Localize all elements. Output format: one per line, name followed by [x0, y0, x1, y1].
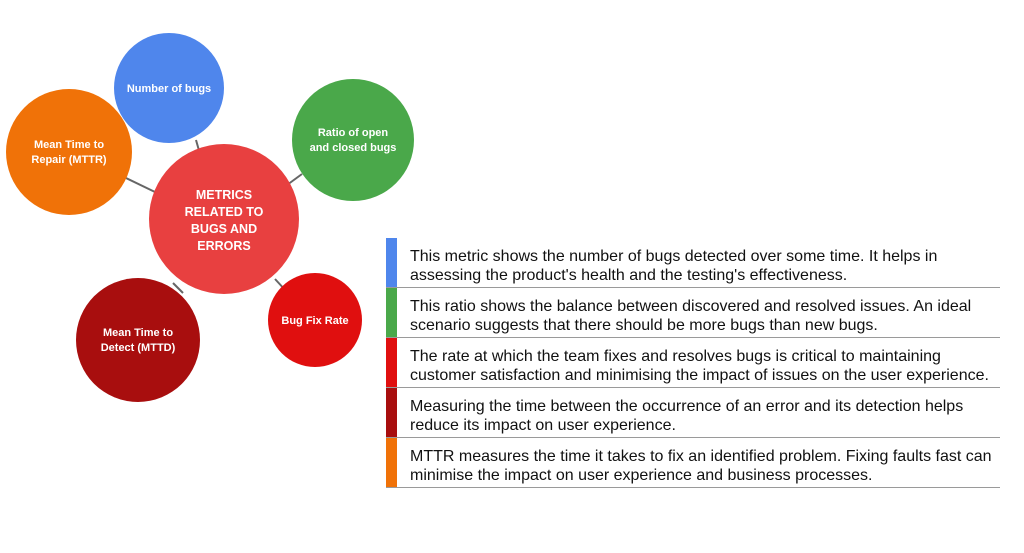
node-mttd-label-line2: Detect (MTTD) [100, 342, 176, 354]
metric-descriptions-table [386, 238, 1000, 488]
center-node-label-line2: RELATED TO [184, 205, 264, 219]
node-ratio-open-closed-label-line1: Ratio of open [317, 127, 389, 139]
center-node [149, 144, 299, 294]
node-mttr-label-line1: Mean Time to [33, 139, 105, 151]
description-row-number-of-bugs [386, 238, 1000, 288]
connector-mttr [126, 178, 155, 192]
node-ratio-open-closed-label-line2: and closed bugs [309, 142, 397, 154]
node-number-of-bugs [114, 33, 224, 143]
description-row-bug-fix-rate [386, 338, 1000, 388]
color-bar-green [386, 288, 397, 337]
node-bug-fix-rate-label: Bug Fix Rate [281, 315, 349, 327]
node-mttd [76, 278, 200, 402]
node-ratio-open-closed [292, 79, 414, 201]
description-text: The rate at which the team fixes and resolves bugs is critical to maintaining customer satisfaction and minimising the impact of issues on the user experience. [410, 348, 989, 384]
color-bar-dark-red [386, 388, 397, 437]
description-text: This ratio shows the balance between discovered and resolved issues. An ideal scenario suggests that there should be more bugs than new bugs. [410, 298, 972, 334]
description-row-mttr [386, 438, 1000, 488]
node-bug-fix-rate [268, 273, 362, 367]
description-row-ratio-open-closed [386, 288, 1000, 338]
description-text: Measuring the time between the occurrence of an error and its detection helps reduce its impact on user experience. [410, 398, 964, 434]
description-text: MTTR measures the time it takes to fix an identified problem. Fixing faults fast can minimise the impact on user experience and business processes. [410, 448, 992, 484]
bug-metrics-diagram [0, 0, 420, 420]
center-node-label-line1: METRICS [195, 188, 253, 202]
color-bar-red [386, 338, 397, 387]
node-mttr [6, 89, 132, 215]
center-node-label-line3: BUGS AND [190, 222, 258, 236]
node-number-of-bugs-label: Number of bugs [126, 83, 212, 95]
color-bar-orange [386, 438, 397, 487]
color-bar-blue [386, 238, 397, 287]
description-text: This metric shows the number of bugs detected over some time. It helps in assessing the product's health and the testing's effectiveness. [410, 248, 938, 284]
node-mttd-label-line1: Mean Time to [102, 327, 174, 339]
description-row-mttd [386, 388, 1000, 438]
node-mttr-label-line2: Repair (MTTR) [31, 154, 107, 166]
center-node-label-line4: ERRORS [197, 239, 251, 253]
